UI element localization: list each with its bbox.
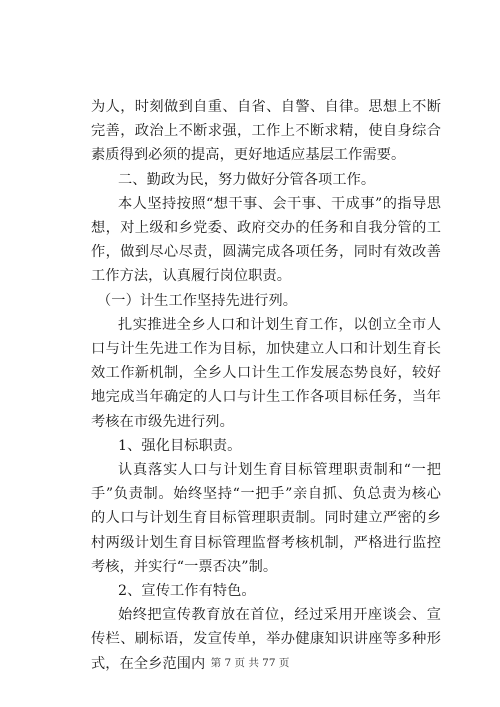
item-heading-1: 1、强化目标职责。	[118, 437, 242, 454]
subsection-heading-one: （一）计生工作坚持先进行列。	[97, 292, 298, 309]
paragraph-guiding-ideology: 本人坚持按照“想干事、会干事、干成事”的指导思想，对上级和乡党委、政府交办的任务和自我分管的工作，做到尽心尽责，圆满完成各项任务，同时有效改善工作方法，认真履行岗位职责。	[91, 195, 441, 285]
document-body	[91, 95, 441, 676]
page-number-label: 第 7 页 共 77 页	[210, 657, 290, 669]
paragraph-publicity: 始终把宣传教育放在首位，经过采用开座谈会、宣传栏、刷标语，发宣传单，举办健康知识讲座等多种形式，在全乡范围内	[91, 607, 441, 672]
item-heading-2: 2、宣传工作有特色。	[118, 583, 256, 600]
page-footer	[0, 656, 500, 670]
paragraph-continuation: 为人，时刻做到自重、自省、自警、自律。思想上不断完善，政治上不断求强，工作上不断求精，使自身综合素质得到必须的提高，更好地适应基层工作需要。	[91, 99, 441, 164]
section-heading-two: 二、勤政为民，努力做好分管各项工作。	[118, 171, 376, 188]
paragraph-target-responsibility: 认真落实人口与计划生育目标管理职责制和“一把手”负责制。始终坚持“一把手”亲自抓、负总责为核心的人口与计划生育目标管理职责制。同时建立严密的乡村两级计划生育目标管理监督考核机制，严格进行监控考核，并实行“一票否决”制。	[91, 462, 441, 575]
paragraph-population-work: 扎实推进全乡人口和计划生育工作，以创立全市人口与计生先进工作为目标，加快建立人口和计划生育长效工作新机制，全乡人口计生工作发展态势良好，较好地完成当年确定的人口与计生工作各项目标任务，当年考核在市级先进行列。	[91, 316, 441, 430]
